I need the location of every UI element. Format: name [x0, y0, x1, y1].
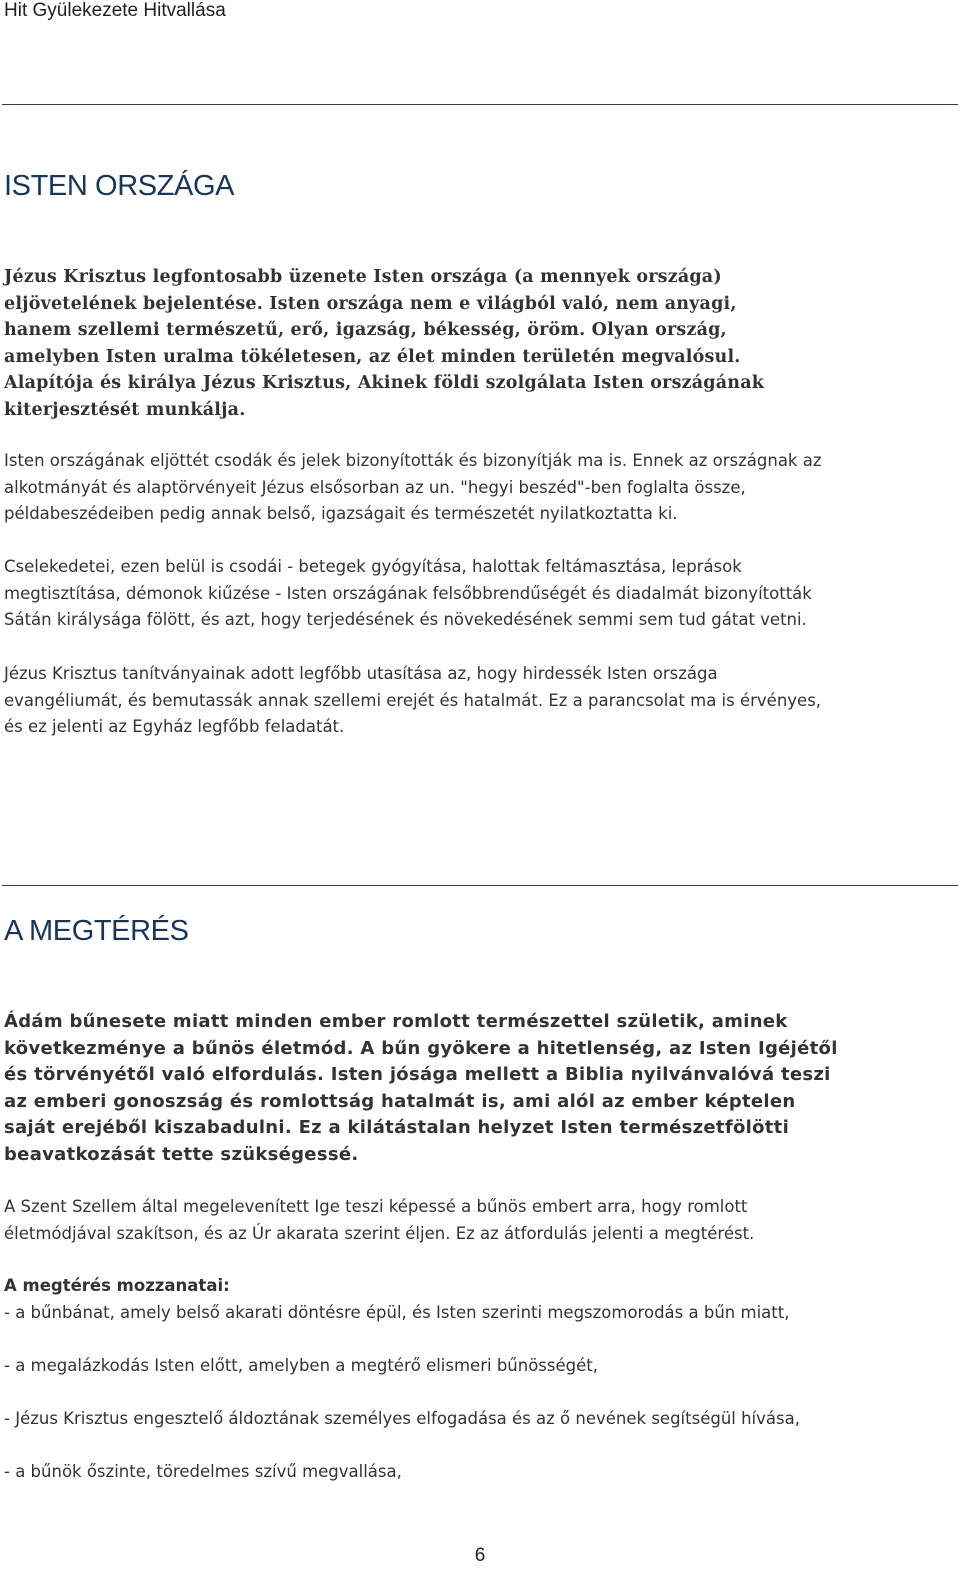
text-line: Ádám bűnesete miatt minden ember romlott természettel születik, aminek: [4, 1011, 788, 1032]
list-label: A megtérés mozzanatai:: [4, 1276, 230, 1295]
list-item: - a bűnbánat, amely belső akarati döntésre épül, és Isten szerinti megszomorodás a bűn miatt,: [4, 1302, 790, 1322]
text-line: A Szent Szellem által megelevenített Ige teszi képessé a bűnös embert arra, hogy romlott: [4, 1197, 748, 1216]
text-line: következménye a bűnös életmód. A bűn gyökere a hitetlenség, az Isten Igéjétől: [4, 1037, 838, 1059]
text-line: az emberi gonoszság és romlottság hatalmát is, ami alól az ember képtelen: [4, 1090, 796, 1112]
text-line: megtisztítása, démonok kiűzése - Isten országának felsőbbrendűségét és diadalmát bizonyították: [4, 583, 812, 603]
text-line: saját erejéből kiszabadulni. Ez a kilátástalan helyzet Isten természetfölötti: [4, 1117, 790, 1138]
text-line: Sátán királysága fölött, és azt, hogy terjedésének és növekedésének semmi sem tud gátat vetni.: [4, 610, 807, 629]
text-line: Jézus Krisztus tanítványainak adott legfőbb utasítása az, hogy hirdessék Isten országa: [4, 664, 718, 683]
text-line: Cselekedetei, ezen belül is csodái - betegek gyógyítása, halottak feltámasztása, leprások: [4, 557, 742, 576]
section-divider: [2, 885, 958, 886]
body-paragraph: [4, 1194, 956, 1247]
list-item: - a megalázkodás Isten előtt, amelyben a megtérő elismeri bűnösségét,: [4, 1356, 598, 1375]
section-heading-isten-orszaga: ISTEN ORSZÁGA: [4, 170, 235, 202]
text-line: példabeszédeiben pedig annak belső, igazságait és természetét nyilatkoztatta ki.: [4, 504, 678, 523]
list-item: - a bűnök őszinte, töredelmes szívű megvallása,: [4, 1462, 402, 1481]
intro-paragraph-a-megteres: [4, 1009, 956, 1168]
body-paragraph: [4, 554, 956, 634]
text-line: beavatkozását tette szükségessé.: [4, 1143, 359, 1165]
text-line: Isten országának eljöttét csodák és jelek bizonyították és bizonyítják ma is. Ennek az országnak az: [4, 451, 822, 470]
text-line: életmódjával szakítson, és az Úr akarata szerint éljen. Ez az átfordulás jelenti a megtérést.: [4, 1223, 755, 1243]
text-line: Jézus Krisztus legfontosabb üzenete Isten országa (a mennyek országa): [4, 267, 722, 287]
header-title: Hit Gyülekezete Hitvallása: [4, 0, 226, 21]
page-number: 6: [474, 1545, 486, 1566]
section-heading-a-megteres: A MEGTÉRÉS: [4, 915, 189, 947]
body-paragraph: [4, 661, 956, 741]
text-line: evangéliumát, és bemutassák annak szellemi erejét és hatalmát. Ez a parancsolat ma is érvényes,: [4, 690, 822, 710]
text-line: alkotmányát és alaptörvényeit Jézus elsősorban az un. "hegyi beszéd"-ben foglalta össze,: [4, 477, 746, 497]
list-item: - Jézus Krisztus engesztelő áldoztának személyes elfogadása és az ő nevének segítségül hívása,: [4, 1409, 800, 1428]
text-line: kiterjesztését munkálja.: [4, 399, 246, 420]
list-block: [4, 1273, 956, 1326]
intro-paragraph-isten-orszaga: [4, 264, 956, 423]
text-line: Alapítója és királya Jézus Krisztus, Akinek földi szolgálata Isten országának: [4, 373, 765, 393]
text-line: eljövetelének bejelentése. Isten országa nem e világból való, nem anyagi,: [4, 293, 737, 314]
text-line: és törvényétől való elfordulás. Isten jósága mellett a Biblia nyilvánvalóvá teszi: [4, 1064, 831, 1085]
text-line: hanem szellemi természetű, erő, igazság, békesség, öröm. Olyan ország,: [4, 320, 727, 340]
text-line: és ez jelenti az Egyház legfőbb feladatát.: [4, 717, 345, 736]
text-line: amelyben Isten uralma tökéletesen, az élet minden területén megvalósul.: [4, 346, 741, 367]
body-paragraph: [4, 448, 956, 528]
header-divider: [2, 104, 958, 105]
